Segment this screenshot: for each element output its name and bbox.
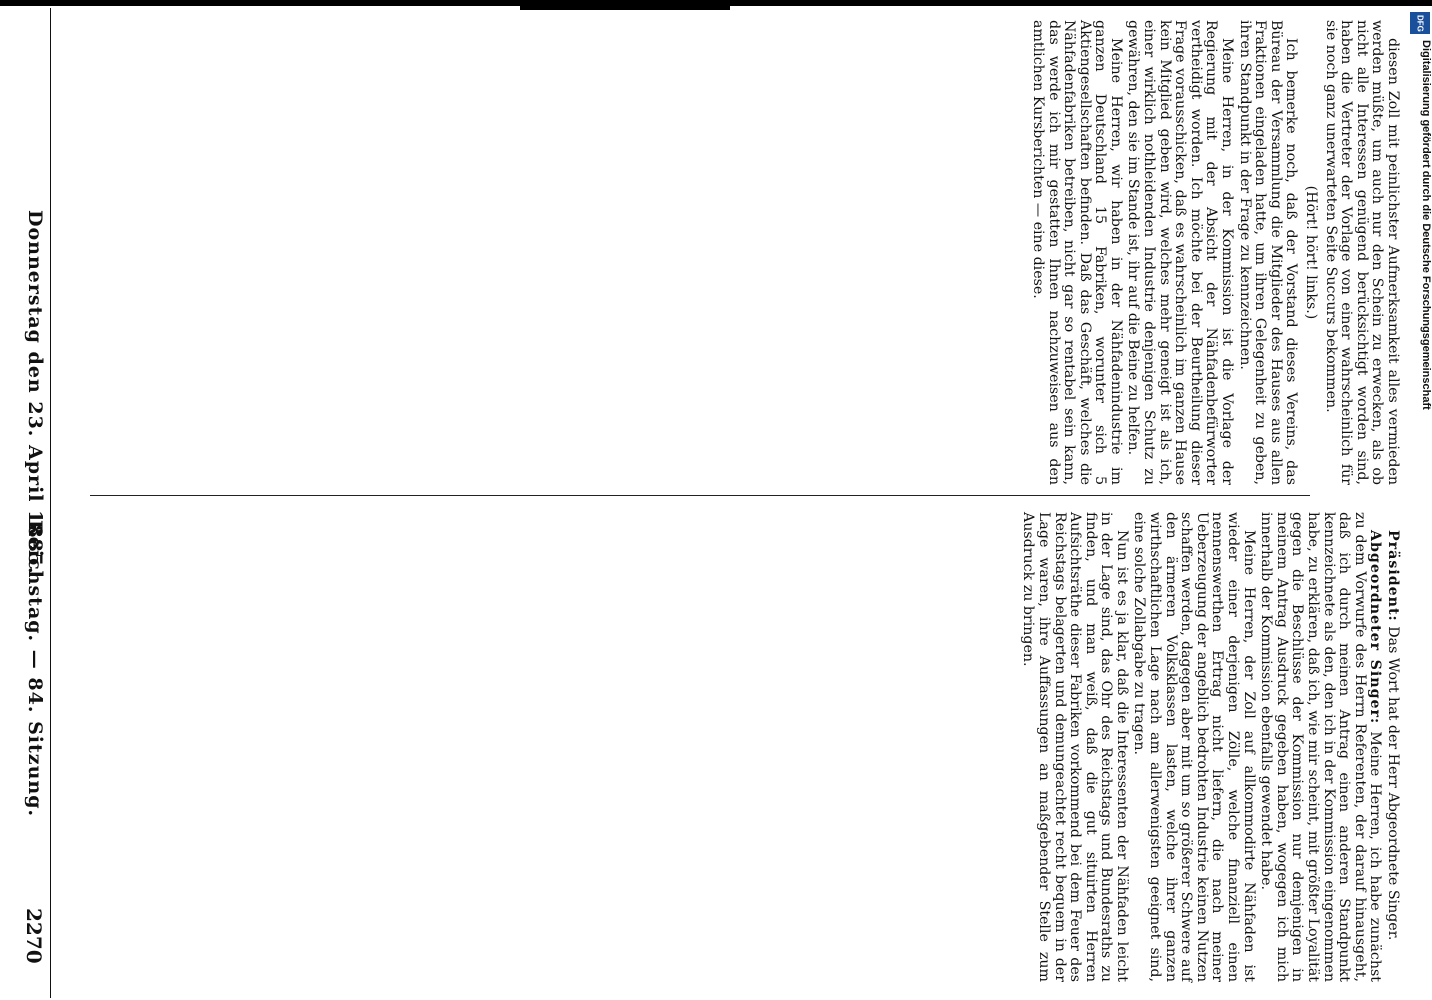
paragraph-text: diesen Zoll mit peinlichster Aufmerksamkeit alles vermieden werden müßte, um auch nur den Schein zu erwecken, als ob nicht alle Interessen genügend berücksichtigt worden sind, haben die Vertreter der Vorlage von einer wahrscheinlich für sie noch ganz unerwarteten Seite Succurs bekommen. (1322, 20, 1401, 485)
dfg-watermark: Digitalisierung gefördert durch die Deutsche Forschungsgemeinschaft (1420, 40, 1432, 410)
speaker-name: Abgeordneter Singer: (1367, 530, 1384, 725)
paragraph-text: Nun ist es ja klar, daß die Interessenten der Nähfaden leicht in der Lage sind, das Ohr des Reichstags und Bundesraths zu finden, und man weiß, daß die gut situirten Herren Aufsichtsräthe dieser Fabriken vorkommend bei dem Feuer des Reichstags belagerten und demungeachtet recht bequem in der Lage waren, ihre Auffassungen an maßgebender Stelle zum Ausdruck zu bringen. (1020, 512, 1130, 982)
paragraph-text: Meine Herren, ich habe zunächst zu dem Vorwurfe des Herrn Referenten, der darauf hinausgeht, daß ich durch meinen Antrag einen anderen Standpunkt kennzeichnete als den, den ich in der Kommission eingenommen habe, zu erklären, daß ich, wie mir scheint, mit größter Loyalität gegen die Beschlüsse der Kommission nur demjenigen in meinem Antrag Ausdruck gegeben haben, wogegen ich mich innerhalb der Kommission ebenfalls gewendet habe. (1258, 512, 1384, 982)
paragraph-text: Meine Herren, der Zoll auf allkommodirte Nähfaden ist wieder einer derjenigen Zölle, welche finanziell einen nennenswerthen Ertrag nicht liefern, die nach meiner Ueberzeugung der angeblich bedrohten Industrie keinen Nutzen schaffen werden, dagegen aber mit um so größerer Schwere auf den ärmeren Volksklassen lasten, welche ihrer ganzen wirthschaftlichen Lage nach am allerwenigsten geeignet sind, eine solche Zollabgabe zu tragen. (1131, 512, 1257, 982)
paragraph (1384, 512, 1400, 982)
speaker-name: Präsident: (1385, 530, 1401, 622)
paragraph (1258, 512, 1383, 982)
text-column-right (70, 20, 1400, 485)
paragraph (1322, 20, 1400, 485)
paragraph (1236, 20, 1298, 485)
running-head-left: Reichstag. — 84. Sitzung. (24, 520, 46, 818)
paragraph-text: Meine Herren, in der Kommission ist die Vorlage der Regierung mit der Absicht der Nähfadenbefürworter vertheidigt worden. Ich möchte bei der Beurtheilung dieser Frage vorausschicken, daß es wahrscheinlich im ganzen Hause kein Mitglied geben wird, welches mehr geneigt ist als ich, einer wirklich nothleidenden Industrie denjenigen Schutz zu gewähren, den sie im Stande ist, ihr auf die Beine zu helfen. (1125, 20, 1236, 485)
dfg-logo: DFG (1410, 12, 1430, 34)
scan-edge-mark (520, 6, 730, 10)
paragraph (1302, 20, 1318, 485)
header-rule (50, 8, 51, 998)
page-number: 2270 (22, 908, 46, 964)
paragraph-text: Meine Herren, wir haben in der Nähfadenindustrie im ganzen Deutschland 15 Fabriken, worunter sich 5 Aktiengesellschaften befinden. Daß das Geschäft, welches die Nähfadenfabriken betreiben, nicht gar so rentabel sein kann, das werde ich mir gestatten Ihnen nachzuweisen aus den amtlichen Kursberichten — eine diese. (1029, 20, 1124, 485)
text-column-left (70, 512, 1400, 982)
paragraph-text: (Hört! hört! links.) (1303, 185, 1320, 320)
paragraph (1125, 20, 1234, 485)
paragraph (1020, 512, 1129, 982)
running-head-right: Donnerstag den 23. April 1885. (24, 210, 46, 575)
paragraph-text: Das Wort hat der Herr Abgeordnete Singer. (1385, 621, 1401, 941)
paragraph (1029, 20, 1123, 485)
paragraph-text: Ich bemerke noch, daß der Vorstand dieses Vereins, das Büreau der Versammlung die Mitglieder des Hauses aus allen Fraktionen eingeladen hatte, um ihren Gelegenheit zu geben, ihren Standpunkt in der Frage zu kennzeichnen. (1236, 20, 1300, 485)
paragraph (1131, 512, 1256, 982)
column-divider (90, 495, 1310, 496)
